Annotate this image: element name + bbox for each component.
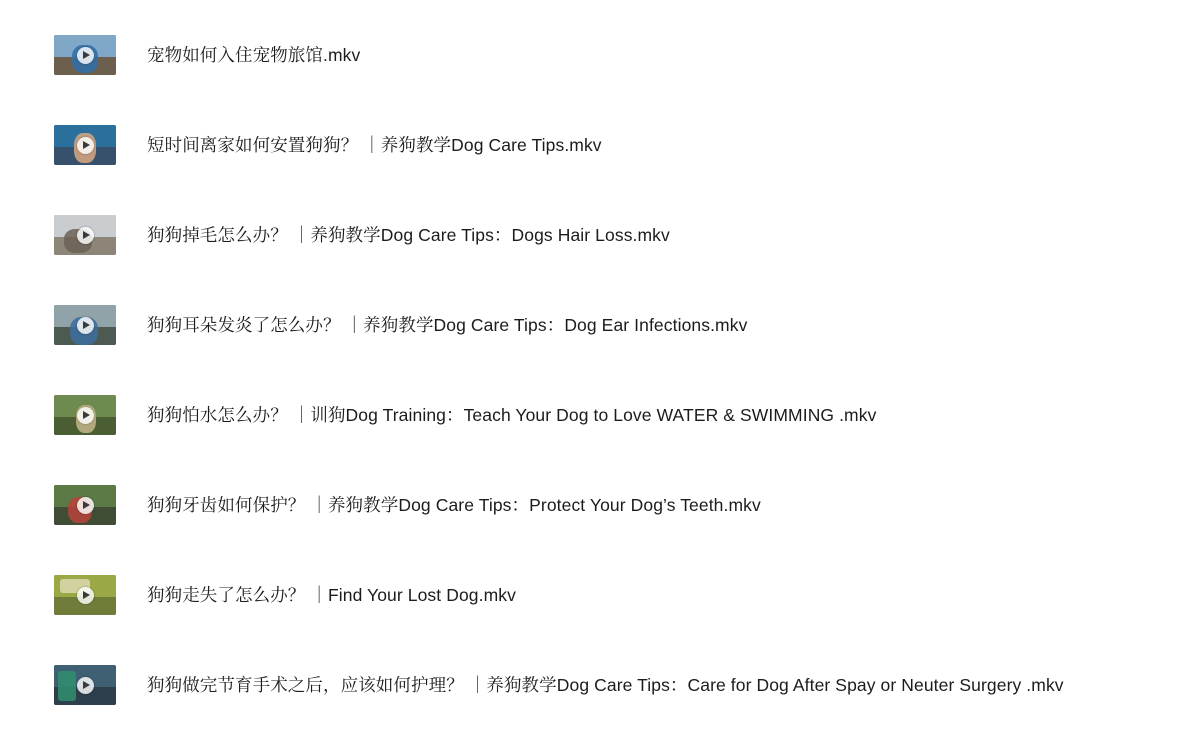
play-icon[interactable]	[77, 587, 94, 604]
play-icon[interactable]	[77, 317, 94, 334]
video-thumbnail[interactable]	[54, 215, 116, 255]
list-item[interactable]	[0, 370, 1193, 460]
play-icon[interactable]	[77, 227, 94, 244]
list-item[interactable]	[0, 190, 1193, 280]
file-name[interactable]: 狗狗掉毛怎么办？ ｜养狗教学Dog Care Tips：Dogs Hair Loss.mkv	[147, 225, 670, 245]
play-icon[interactable]	[77, 677, 94, 694]
video-thumbnail[interactable]	[54, 35, 116, 75]
file-name[interactable]: 狗狗耳朵发炎了怎么办？ ｜养狗教学Dog Care Tips：Dog Ear Infections.mkv	[147, 315, 748, 335]
list-item[interactable]	[0, 280, 1193, 370]
play-icon[interactable]	[77, 137, 94, 154]
video-thumbnail[interactable]	[54, 305, 116, 345]
file-name[interactable]: 狗狗怕水怎么办？ ｜训狗Dog Training：Teach Your Dog to Love WATER & SWIMMING .mkv	[147, 405, 877, 425]
file-name[interactable]: 宠物如何入住宠物旅馆.mkv	[147, 45, 361, 65]
file-name[interactable]: 狗狗牙齿如何保护？ ｜养狗教学Dog Care Tips：Protect Your Dog’s Teeth.mkv	[147, 495, 761, 515]
video-thumbnail[interactable]	[54, 395, 116, 435]
list-item[interactable]	[0, 460, 1193, 550]
thumb-subject	[58, 671, 76, 701]
list-item[interactable]	[0, 550, 1193, 640]
list-item[interactable]	[0, 640, 1193, 730]
file-name[interactable]: 短时间离家如何安置狗狗？ ｜养狗教学Dog Care Tips.mkv	[147, 135, 602, 155]
list-item[interactable]	[0, 100, 1193, 190]
play-icon[interactable]	[77, 407, 94, 424]
play-icon[interactable]	[77, 497, 94, 514]
video-thumbnail[interactable]	[54, 485, 116, 525]
video-thumbnail[interactable]	[54, 125, 116, 165]
video-thumbnail[interactable]	[54, 575, 116, 615]
list-item[interactable]	[0, 10, 1193, 100]
play-icon[interactable]	[77, 47, 94, 64]
file-name[interactable]: 狗狗做完节育手术之后，应该如何护理？ ｜养狗教学Dog Care Tips：Care for Dog After Spay or Neuter Surgery .mkv	[147, 675, 1064, 695]
video-thumbnail[interactable]	[54, 665, 116, 705]
file-name[interactable]: 狗狗走失了怎么办？ ｜Find Your Lost Dog.mkv	[147, 585, 516, 605]
